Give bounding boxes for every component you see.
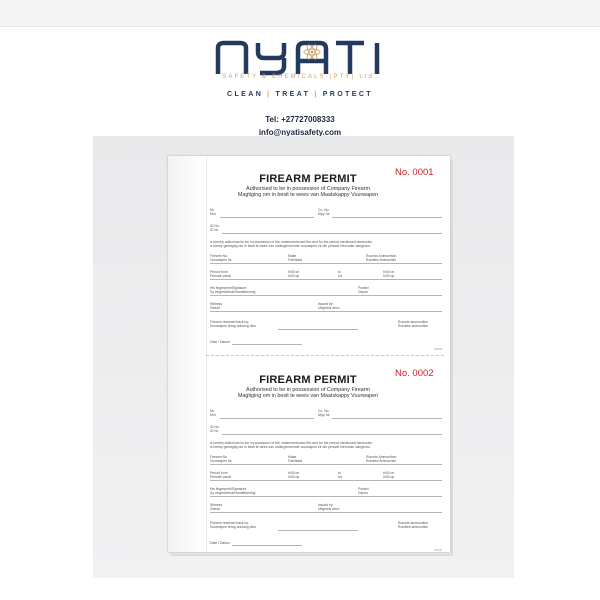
id-line bbox=[222, 434, 442, 435]
field-h00-op-2: h/00 op bbox=[383, 274, 395, 278]
tagline-treat: TREAT bbox=[275, 91, 311, 98]
name-line bbox=[220, 418, 314, 419]
authorisation-text-af: is hierby gemagtig om in besit te wees van ondergenoemde vuurwapen vir die periode hieronder aangedui. bbox=[210, 244, 371, 248]
tagline-protect: PROTECT bbox=[322, 91, 373, 98]
permit-subtitle-af: Magtiging om in besit te wees van Maatskappy Vuurwapen bbox=[237, 192, 379, 198]
field-h00-on-2: h/00 on bbox=[383, 471, 395, 475]
field-h00-op: h/00 op bbox=[288, 274, 300, 278]
permit-title: FIREARM PERMIT bbox=[259, 173, 357, 185]
date-line bbox=[232, 344, 302, 345]
firearm-line bbox=[210, 464, 442, 465]
perforation-line bbox=[206, 355, 444, 356]
field-posted: Posted bbox=[358, 286, 369, 290]
field-mpy-nr: Mpy. Nr. bbox=[318, 212, 331, 216]
field-issued-by: Issued by: bbox=[318, 302, 334, 306]
contact-phone[interactable]: Tel: +27727008333 bbox=[265, 115, 335, 124]
authorisation-text-af: is hierby gemagtig om in besit te wees van ondergenoemde vuurwapen vir die periode hieronder aangedui. bbox=[210, 445, 371, 449]
field-terug-ontvang: Vuurwapen terug ontvang deur bbox=[210, 525, 257, 529]
period-line bbox=[210, 279, 442, 280]
received-line bbox=[278, 530, 358, 531]
company-no-line bbox=[332, 418, 442, 419]
field-firearm-no: Firearm No. bbox=[210, 254, 228, 258]
authorisation-text-en: is hereby authorised to be in possession of the undermentioned fire-arm for the period mentioned hereunder. bbox=[210, 441, 373, 445]
field-rondtes-ammunisie: Rondtes ammunisie bbox=[398, 324, 428, 328]
field-uitgereik: Uitgereik deur: bbox=[318, 507, 341, 511]
witness-line bbox=[210, 512, 442, 513]
field-mr: Mr bbox=[210, 208, 214, 212]
field-getuie: Getuie bbox=[210, 507, 220, 511]
field-rounds: Rounds Ammunition bbox=[366, 254, 397, 258]
field-fabrikaat: Fabrikaat bbox=[288, 459, 303, 463]
field-gepos: Gepos bbox=[358, 491, 368, 495]
authorisation-text-en: is hereby authorised to be in possession of the undermentioned fire-arm for the period mentioned hereunder. bbox=[210, 240, 373, 244]
field-co-no: Co. No. bbox=[318, 208, 330, 212]
field-uitgereik: Uitgereik deur: bbox=[318, 306, 341, 310]
field-fabrikaat: Fabrikaat bbox=[288, 258, 303, 262]
date-line bbox=[232, 545, 302, 546]
company-subtitle: SAFETY & CHEMICALS (PTY) Ltd. bbox=[222, 74, 378, 80]
field-h00-op-2: h/00 op bbox=[383, 475, 395, 479]
field-issued-by: Issued by: bbox=[318, 503, 334, 507]
id-line bbox=[222, 233, 442, 234]
field-date: Date / Datum bbox=[210, 340, 230, 344]
field-rounds-ammunition: Rounds ammunition bbox=[398, 521, 429, 525]
field-h00-on: h/00 on bbox=[288, 270, 300, 274]
field-tot: tot bbox=[338, 274, 342, 278]
contact-email[interactable]: info@nyatisafety.com bbox=[258, 128, 342, 136]
nyati-wordmark-icon bbox=[214, 40, 386, 76]
field-periode-vanaf: Periode vanaf bbox=[210, 274, 231, 278]
field-rounds-ammunition: Rounds ammunition bbox=[398, 320, 429, 324]
permit-title: FIREARM PERMIT bbox=[259, 374, 357, 386]
permit-number: No. 0002 bbox=[395, 368, 434, 379]
permit-book bbox=[168, 156, 452, 554]
field-handtekening: Sy vingerafdruk/Handtekening bbox=[210, 290, 256, 294]
field-id-nr: ID Nr. bbox=[210, 429, 219, 433]
field-getuie: Getuie bbox=[210, 306, 220, 310]
company-no-line bbox=[332, 217, 442, 218]
field-terug-ontvang: Vuurwapen terug ontvang deur bbox=[210, 324, 257, 328]
permit-subtitle-af: Magtiging om in besit te wees van Maatskappy Vuurwapen bbox=[237, 393, 379, 399]
permit-number: No. 0001 bbox=[395, 167, 434, 178]
field-h00-on: h/00 on bbox=[288, 471, 300, 475]
tagline-clean: CLEAN bbox=[227, 91, 264, 98]
permit-form-1 bbox=[208, 160, 444, 350]
tagline bbox=[0, 91, 600, 98]
field-vuurwapen-nr: Vuurwapen Nr. bbox=[210, 258, 233, 262]
field-id-nr: ID Nr. bbox=[210, 228, 219, 232]
field-mr: Mr bbox=[210, 409, 214, 413]
witness-line bbox=[210, 311, 442, 312]
field-signature: His fingerprint/Signature bbox=[210, 286, 247, 290]
permit-subtitle-en: Authorised to be in possession of Company Firearm bbox=[245, 186, 371, 192]
field-h00-on-2: h/00 on bbox=[383, 270, 395, 274]
form-code: 000/00 bbox=[434, 348, 442, 351]
top-bar bbox=[0, 0, 600, 27]
field-rondtes: Rondtes Ammunisie bbox=[366, 459, 397, 463]
permit-sheet bbox=[168, 156, 450, 552]
field-rounds: Rounds Ammunition bbox=[366, 455, 397, 459]
field-firearm-no: Firearm No. bbox=[210, 455, 228, 459]
field-handtekening: Sy vingerafdruk/Handtekening bbox=[210, 491, 256, 495]
field-received-back: Firearm received back by: bbox=[210, 320, 250, 324]
period-line bbox=[210, 480, 442, 481]
field-tot: tot bbox=[338, 475, 342, 479]
field-to: to bbox=[338, 270, 341, 274]
form-code: 000/00 bbox=[434, 549, 442, 552]
permit-subtitle-en: Authorised to be in possession of Company Firearm bbox=[245, 387, 371, 393]
field-received-back: Firearm received back by: bbox=[210, 521, 250, 525]
field-make: Make bbox=[288, 254, 297, 258]
tagline-separator: | bbox=[314, 91, 319, 98]
field-id-no: ID No. bbox=[210, 224, 220, 228]
field-h00-op: h/00 op bbox=[288, 475, 300, 479]
field-vuurwapen-nr: Vuurwapen Nr. bbox=[210, 459, 233, 463]
nyati-logo bbox=[214, 40, 386, 76]
field-mnr: Mnr bbox=[210, 212, 216, 216]
field-period-from: Period from bbox=[210, 270, 228, 274]
signature-line bbox=[210, 295, 442, 296]
field-co-no: Co. No. bbox=[318, 409, 330, 413]
field-date: Date / Datum bbox=[210, 541, 230, 545]
received-line bbox=[278, 329, 358, 330]
field-periode-vanaf: Periode vanaf bbox=[210, 475, 231, 479]
field-rondtes: Rondtes Ammunisie bbox=[366, 258, 397, 262]
field-id-no: ID No. bbox=[210, 425, 220, 429]
name-line bbox=[220, 217, 314, 218]
field-rondtes-ammunisie: Rondtes ammunisie bbox=[398, 525, 428, 529]
field-period-from: Period from bbox=[210, 471, 228, 475]
field-make: Make bbox=[288, 455, 297, 459]
field-gepos: Gepos bbox=[358, 290, 368, 294]
field-mnr: Mnr bbox=[210, 413, 216, 417]
firearm-line bbox=[210, 263, 442, 264]
field-witness: Witness bbox=[210, 503, 223, 507]
field-witness: Witness bbox=[210, 302, 223, 306]
book-binding bbox=[168, 156, 207, 552]
signature-line bbox=[210, 496, 442, 497]
permit-form-2 bbox=[208, 361, 444, 551]
field-signature: His fingerprint/Signature bbox=[210, 487, 247, 491]
field-to: to bbox=[338, 471, 341, 475]
tagline-separator: | bbox=[267, 91, 272, 98]
field-posted: Posted bbox=[358, 487, 369, 491]
field-mpy-nr: Mpy. Nr. bbox=[318, 413, 331, 417]
